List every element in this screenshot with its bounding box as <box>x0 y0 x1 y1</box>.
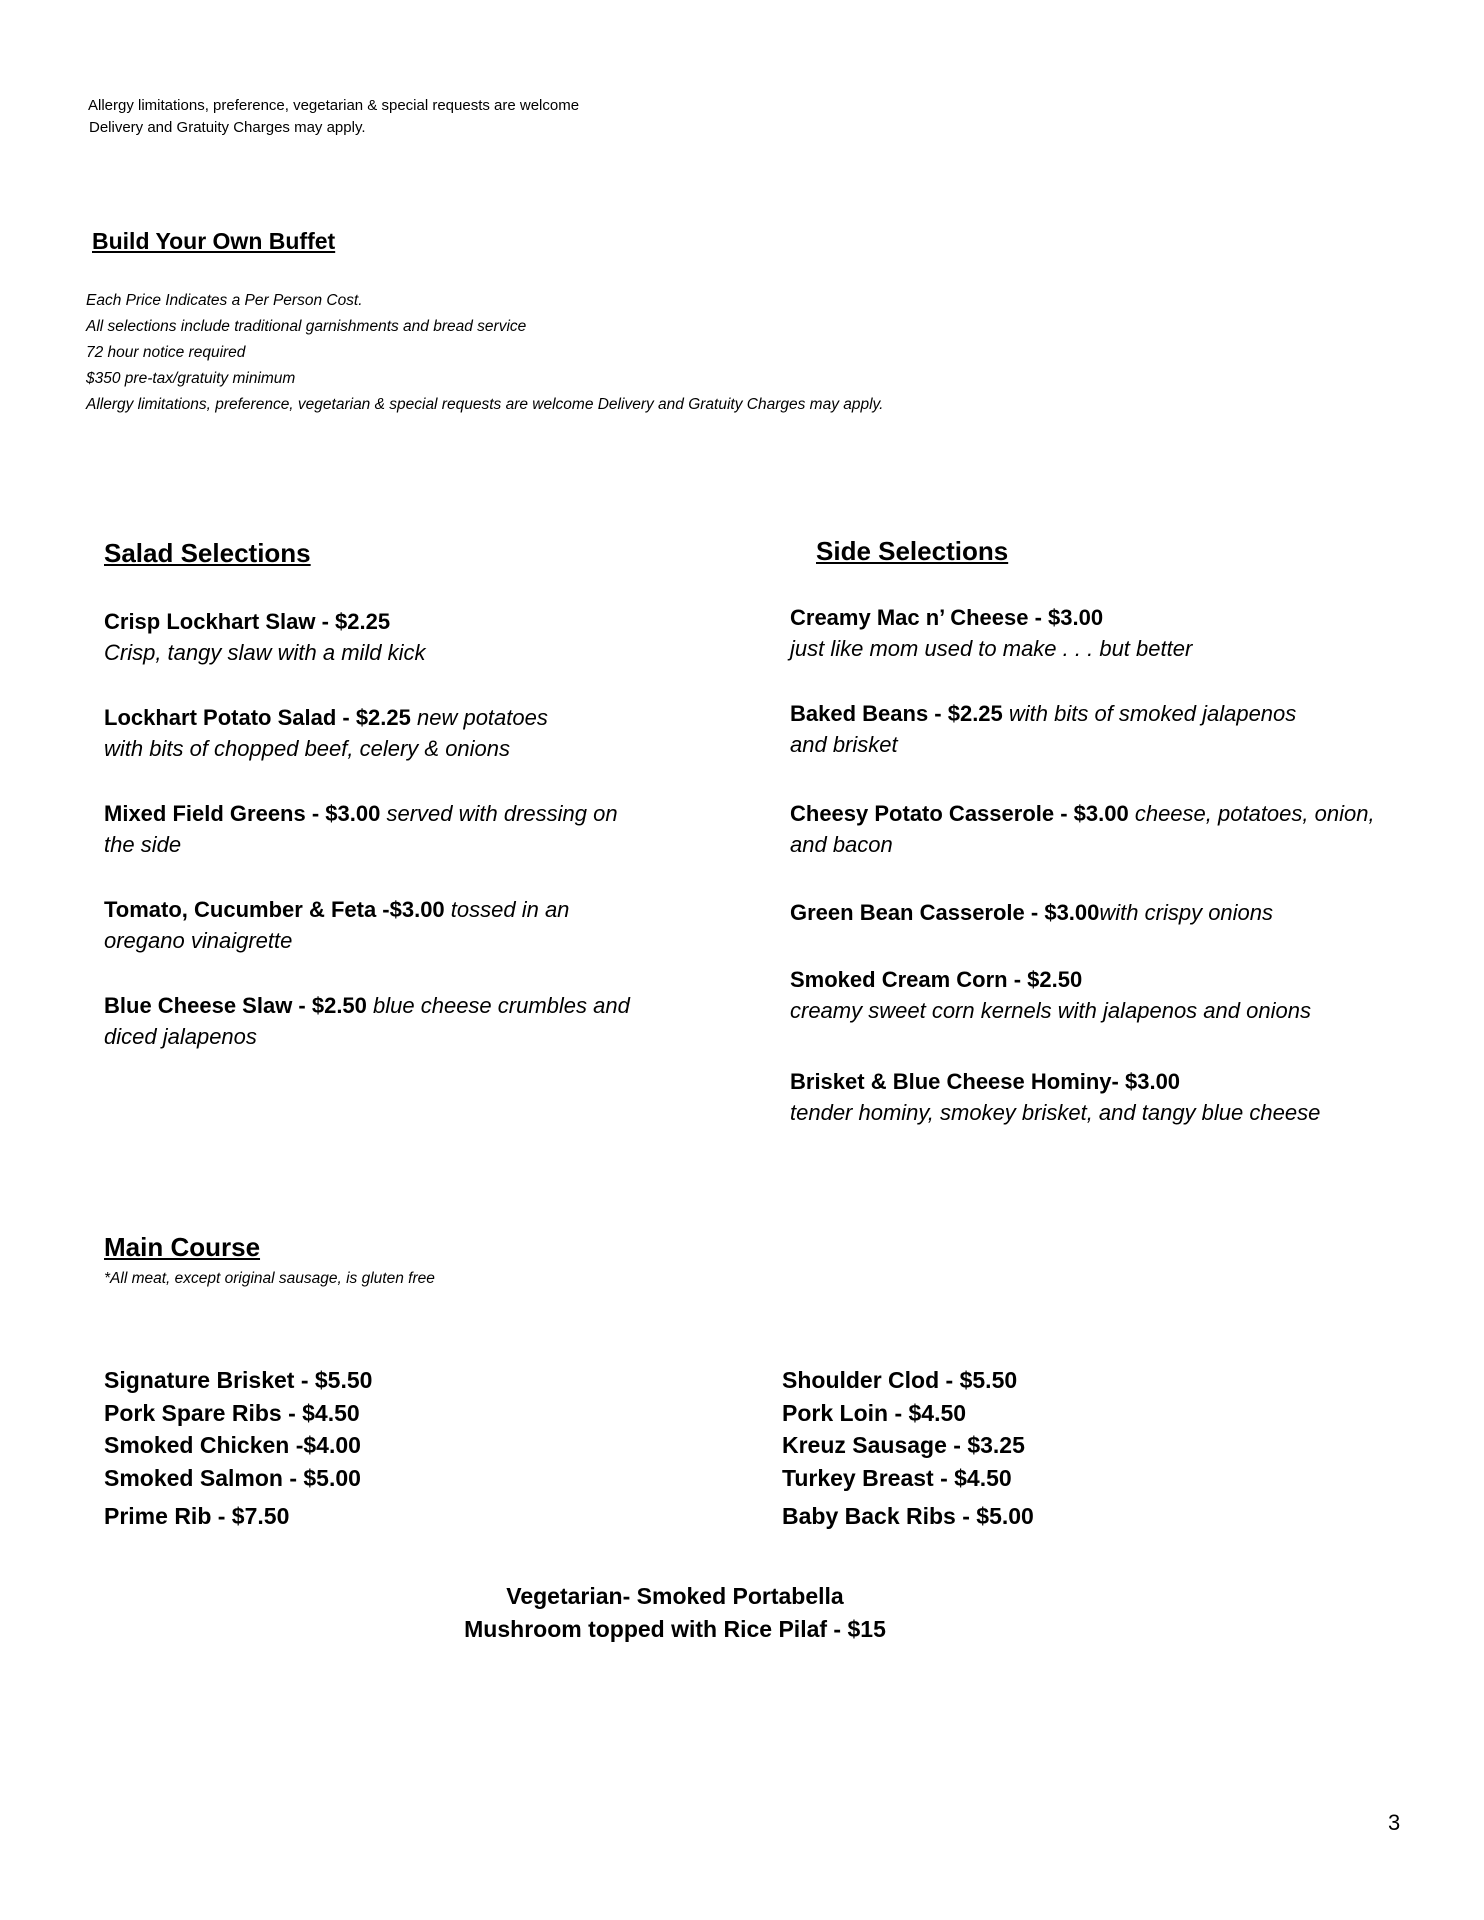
main-course-left-list <box>104 1364 372 1533</box>
salad-heading: Salad Selections <box>104 538 311 568</box>
item-desc: just like mom used to make . . . but better <box>790 636 1193 661</box>
side-heading: Side Selections <box>816 536 1009 566</box>
item-desc: Crisp, tangy slaw with a mild kick <box>104 640 426 665</box>
item-desc: with bits of chopped beef, celery & onions <box>104 736 511 761</box>
main-course-heading: Main Course <box>104 1232 261 1262</box>
main-course-item: Baby Back Ribs - $5.00 <box>782 1503 1034 1529</box>
item-desc: creamy sweet corn kernels with jalapenos and onions <box>790 998 1311 1023</box>
item-desc: served with dressing on <box>380 801 618 826</box>
item-name: Brisket & Blue Cheese Hominy- $3.00 <box>790 1069 1181 1094</box>
side-item <box>790 698 1410 760</box>
buffet-note: Allergy limitations, preference, vegetarian & special requests are welcome Delivery and Gratuity Charges may apply. <box>86 396 884 413</box>
buffet-note: Each Price Indicates a Per Person Cost. <box>86 292 363 309</box>
item-desc: with crispy onions <box>1099 900 1274 925</box>
main-course-right-list <box>782 1364 1034 1533</box>
item-desc: and bacon <box>790 832 893 857</box>
item-desc: the side <box>104 832 182 857</box>
buffet-note: All selections include traditional garnishments and bread service <box>86 318 527 335</box>
side-item <box>790 602 1410 664</box>
item-name: Tomato, Cucumber & Feta -$3.00 <box>104 897 445 922</box>
item-desc: blue cheese crumbles and <box>366 993 630 1018</box>
main-course-item: Turkey Breast - $4.50 <box>782 1464 1012 1491</box>
side-item <box>790 798 1410 860</box>
buffet-notes <box>86 288 883 418</box>
item-name: Blue Cheese Slaw - $2.50 <box>104 993 367 1018</box>
intro-allergy-note: Allergy limitations, preference, vegetarian & special requests are welcome <box>88 97 580 114</box>
gluten-free-note: *All meat, except original sausage, is gluten free <box>104 1270 435 1287</box>
main-course-item: Kreuz Sausage - $3.25 <box>782 1432 1025 1458</box>
vegetarian-line: Vegetarian- Smoked Portabella <box>506 1583 844 1609</box>
item-desc: diced jalapenos <box>104 1024 257 1049</box>
salad-item <box>104 798 684 860</box>
vegetarian-line: Mushroom topped with Rice Pilaf - $15 <box>464 1616 886 1642</box>
item-name: Mixed Field Greens - $3.00 <box>104 801 381 826</box>
salad-item <box>104 606 684 668</box>
main-course-item: Smoked Chicken -$4.00 <box>104 1432 361 1458</box>
salad-item <box>104 894 684 956</box>
item-desc: new potatoes <box>410 705 548 730</box>
side-item <box>790 964 1410 1026</box>
item-name: Cheesy Potato Casserole - $3.00 <box>790 801 1129 826</box>
item-desc: cheese, potatoes, onion, <box>1128 801 1375 826</box>
item-desc: tossed in an <box>444 897 570 922</box>
item-desc: oregano vinaigrette <box>104 928 293 953</box>
item-desc: and brisket <box>790 732 898 757</box>
side-item <box>790 897 1410 928</box>
main-course-item: Signature Brisket - $5.50 <box>104 1367 373 1393</box>
item-name: Smoked Cream Corn - $2.50 <box>790 967 1083 992</box>
buffet-note: $350 pre-tax/gratuity minimum <box>86 370 296 387</box>
intro-delivery-note: Delivery and Gratuity Charges may apply. <box>89 119 366 136</box>
buffet-heading: Build Your Own Buffet <box>92 228 336 254</box>
buffet-note: 72 hour notice required <box>86 344 246 361</box>
item-name: Green Bean Casserole - $3.00 <box>790 900 1100 925</box>
main-course-item: Pork Loin - $4.50 <box>782 1399 967 1426</box>
vegetarian-option <box>440 1580 910 1646</box>
side-item <box>790 1066 1410 1128</box>
item-name: Lockhart Potato Salad - $2.25 <box>104 705 411 730</box>
main-course-item: Prime Rib - $7.50 <box>104 1503 290 1529</box>
salad-item <box>104 702 684 764</box>
salad-item <box>104 990 684 1052</box>
item-name: Crisp Lockhart Slaw - $2.25 <box>104 609 391 634</box>
item-name: Creamy Mac n’ Cheese - $3.00 <box>790 605 1104 630</box>
main-course-item: Smoked Salmon - $5.00 <box>104 1464 361 1491</box>
main-course-item: Shoulder Clod - $5.50 <box>782 1367 1018 1393</box>
item-desc: with bits of smoked jalapenos <box>1002 701 1297 726</box>
item-desc: tender hominy, smokey brisket, and tangy blue cheese <box>790 1100 1321 1125</box>
item-name: Baked Beans - $2.25 <box>790 701 1003 726</box>
page-number: 3 <box>1388 1810 1401 1835</box>
main-course-item: Pork Spare Ribs - $4.50 <box>104 1399 360 1426</box>
